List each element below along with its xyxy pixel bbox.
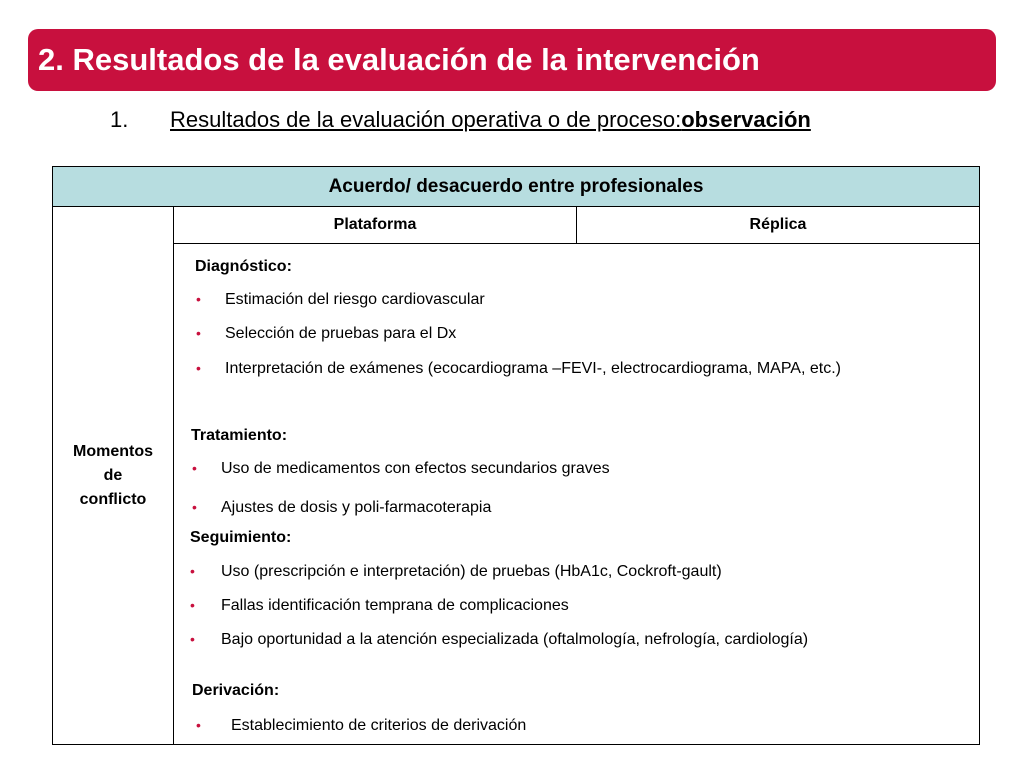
row-label-line: conflicto xyxy=(79,490,147,508)
title-bar xyxy=(28,29,996,91)
subtitle-text: Resultados de la evaluación operativa o de proceso: xyxy=(170,107,682,132)
subtitle-number: 1. xyxy=(110,107,129,132)
page-title: 2. Resultados de la evaluación de la intervención xyxy=(38,42,760,77)
list-item: Estimación del riesgo cardiovascular xyxy=(225,291,485,308)
list-item: Ajustes de dosis y poli-farmacoterapia xyxy=(221,499,492,516)
bullet-icon: • xyxy=(192,460,197,476)
bullet-icon: • xyxy=(190,563,195,579)
column-header-plataforma: Plataforma xyxy=(333,216,417,233)
section-title-derivacion: Derivación: xyxy=(192,682,280,699)
list-item: Interpretación de exámenes (ecocardiograma –FEVI-, electrocardiograma, MAPA, etc.) xyxy=(225,360,841,377)
bullet-icon: • xyxy=(192,499,197,515)
subtitle-bold: observación xyxy=(681,107,811,132)
bullet-icon: • xyxy=(196,717,201,733)
section-title-diagnostico: Diagnóstico: xyxy=(195,258,292,275)
subtitle xyxy=(110,107,811,133)
bullet-icon: • xyxy=(190,631,195,647)
table-header: Acuerdo/ desacuerdo entre profesionales xyxy=(53,167,979,207)
section-title-seguimiento: Seguimiento: xyxy=(190,529,292,546)
row-label-line: de xyxy=(103,466,123,484)
row-label-line: Momentos xyxy=(73,442,153,460)
list-item: Uso (prescripción e interpretación) de pruebas (HbA1c, Cockroft-gault) xyxy=(221,563,722,580)
conflict-content xyxy=(53,167,979,744)
column-header-replica: Réplica xyxy=(576,207,979,243)
bullet-icon: • xyxy=(196,325,201,341)
bullet-icon: • xyxy=(196,291,201,307)
list-item: Fallas identificación temprana de complicaciones xyxy=(221,597,569,614)
list-item: Bajo oportunidad a la atención especializada (oftalmología, nefrología, cardiología) xyxy=(221,631,809,648)
bullet-icon: • xyxy=(196,360,201,376)
section-title-tratamiento: Tratamiento: xyxy=(191,427,288,444)
bullet-icon: • xyxy=(190,597,195,613)
list-item: Establecimiento de criterios de derivación xyxy=(231,717,527,734)
list-item: Selección de pruebas para el Dx xyxy=(225,325,457,342)
list-item: Uso de medicamentos con efectos secundarios graves xyxy=(221,460,610,477)
conflict-table xyxy=(52,166,980,745)
